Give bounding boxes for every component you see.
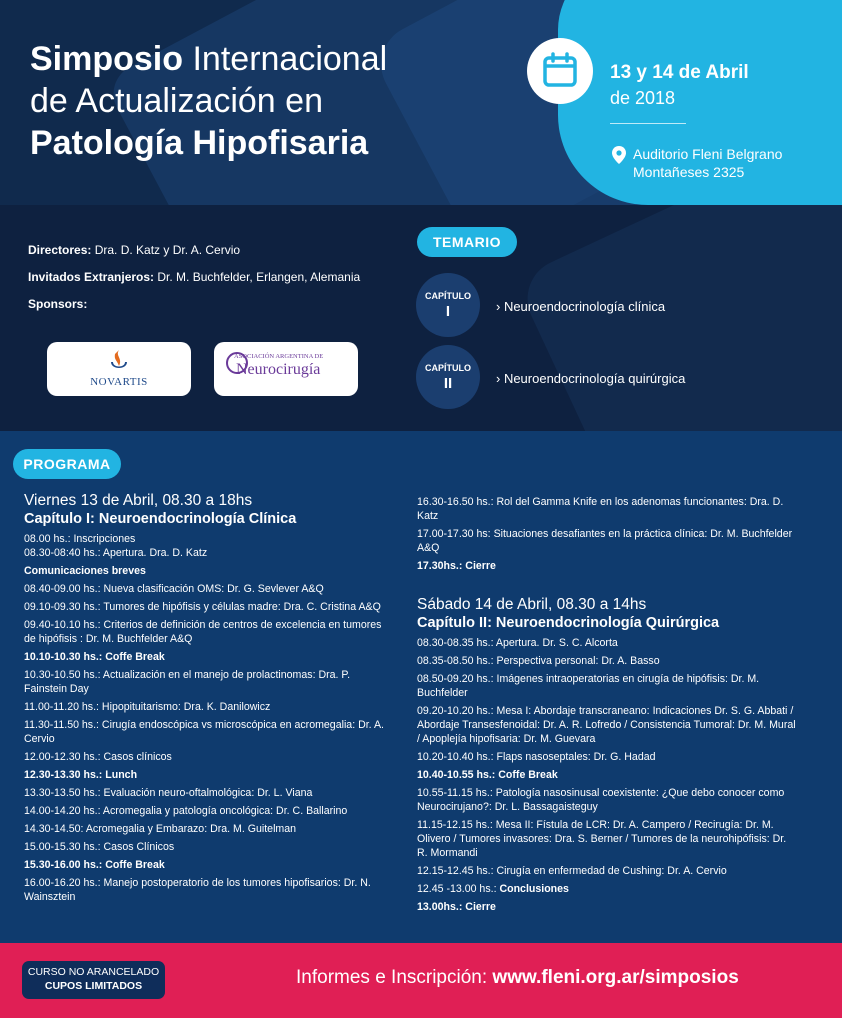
invitados-value: Dr. M. Buchfelder, Erlangen, Alemania — [154, 270, 361, 284]
schedule-item: 10.10-10.30 hs.: Coffe Break — [24, 651, 165, 663]
schedule-item: 09.10-09.30 hs.: Tumores de hipófisis y células madre: Dra. C. Cristina A&Q — [24, 601, 381, 613]
schedule-item: 17.30hs.: Cierre — [417, 560, 496, 572]
schedule-item: 14.30-14.50: Acromegalia y Embarazo: Dra. M. Guitelman — [24, 823, 297, 835]
schedule-item: 11.15-12.15 hs.: Mesa II: Fístula de LCR: Dr. A. Campero / Recirugía: Dr. M. Olivero / Tumores invasores: Dra. S. Berner / Tumores de la neurohipófisis: Dr. R. Mormandi — [417, 819, 787, 859]
program-column-right — [417, 495, 797, 918]
friday-chapter: Capítulo I: Neuroendocrinología Clínica — [24, 511, 297, 527]
schedule-item: 15.00-15.30 hs.: Casos Clínicos — [24, 841, 175, 853]
aan-wordmark-big: Neurocirugía — [236, 361, 321, 378]
schedule-item: 08.50-09.20 hs.: Imágenes intraoperatorias en cirugía de hipófisis: Dr. M. Buchfelder — [417, 673, 760, 699]
schedule-item: 13.00hs.: Cierre — [417, 901, 496, 913]
schedule-item: 16.30-16.50 hs.: Rol del Gamma Knife en los adenomas funcionantes: Dra. D. Katz — [417, 496, 784, 522]
footer-bar — [0, 943, 842, 1018]
chapter-circle-1 — [416, 273, 480, 337]
schedule-item: 15.30-16.00 hs.: Coffe Break — [24, 859, 165, 871]
title-light: Internacional — [183, 40, 388, 78]
temario-pill: TEMARIO — [417, 227, 517, 257]
directores-line — [28, 243, 240, 257]
schedule-item: 08.40-09.00 hs.: Nueva clasificación OMS: Dr. G. Sevlever A&Q — [24, 583, 324, 595]
header-banner — [0, 0, 842, 205]
schedule-item: 11.30-11.50 hs.: Cirugía endoscópica vs microscópica en acromegalia: Dr. A. Cervio — [24, 719, 384, 745]
invitados-label: Invitados Extranjeros: — [28, 270, 155, 284]
program-section — [0, 431, 842, 943]
schedule-item: 08.30-08:40 hs.: Apertura. Dra. D. Katz — [24, 547, 208, 559]
schedule-item: 12.30-13.30 hs.: Lunch — [24, 769, 138, 781]
aan-wordmark-small: ASOCIACIÓN ARGENTINA DE — [234, 353, 324, 360]
directores-value: Dra. D. Katz y Dr. A. Cervio — [91, 243, 241, 257]
saturday-chapter: Capítulo II: Neuroendocrinología Quirúrgica — [417, 615, 720, 631]
chapter-circle-2 — [416, 345, 480, 409]
schedule-item: Comunicaciones breves — [24, 565, 146, 577]
saturday-header: Sábado 14 de Abril, 08.30 a 14hs — [417, 596, 647, 613]
directores-label: Directores: — [28, 243, 92, 257]
chapter-number: II — [443, 375, 453, 392]
title-line2: de Actualización en — [30, 82, 323, 120]
title-bold: Simposio — [30, 40, 184, 78]
chapter-number: I — [445, 303, 451, 320]
sponsors-line — [28, 297, 87, 311]
schedule-item: 10.55-11.15 hs.: Patología nasosinusal coexistente: ¿Que debo conocer como Neurocirujano?: Dr. L. Bassagaisteguy — [417, 787, 785, 813]
venue-address: Montañeses 2325 — [633, 164, 745, 180]
decor-swoosh — [514, 205, 842, 431]
invitados-line — [28, 270, 360, 284]
chapter-label-2: › Neuroendocrinología quirúrgica — [496, 371, 686, 386]
divider — [610, 123, 686, 124]
novartis-wordmark: NOVARTIS — [90, 376, 148, 388]
informes-line — [296, 967, 739, 989]
title-line3: Patología Hipofisaria — [30, 124, 369, 162]
info-section — [0, 205, 842, 431]
venue-name: Auditorio Fleni Belgrano — [633, 146, 783, 162]
program-column-left — [24, 491, 384, 908]
novartis-flame-icon — [109, 348, 129, 374]
schedule-item: 17.00-17.30 hs: Situaciones desafiantes en la práctica clínica: Dr. M. Buchfelder A&Q — [417, 528, 793, 554]
friday-schedule-continued — [417, 495, 797, 573]
schedule-item: 10.40-10.55 hs.: Coffe Break — [417, 769, 558, 781]
schedule-item: 12.45 -13.00 hs.: Conclusiones — [417, 883, 569, 895]
event-date: 13 y 14 de Abril — [610, 62, 749, 83]
schedule-item: 08.35-08.50 hs.: Perspectiva personal: Dr. A. Basso — [417, 655, 660, 667]
schedule-item: 13.30-13.50 hs.: Evaluación neuro-oftalmológica: Dr. L. Viana — [24, 787, 313, 799]
programa-pill: PROGRAMA — [13, 449, 121, 479]
page-title — [30, 38, 387, 164]
informes-label: Informes e Inscripción: — [296, 967, 493, 988]
schedule-item: 11.00-11.20 hs.: Hipopituitarismo: Dra. K. Danilowicz — [24, 701, 271, 713]
schedule-item: 09.40-10.10 hs.: Criterios de definición de centros de excelencia en tumores de hipófisis : Dr. M. Buchfelder A&Q — [24, 619, 382, 645]
schedule-item: 12.00-12.30 hs.: Casos clínicos — [24, 751, 172, 763]
badge-line2: CUPOS LIMITADOS — [44, 980, 143, 992]
badge-line1: CURSO NO ARANCELADO — [27, 966, 160, 978]
sponsor-logo-aan — [214, 342, 358, 396]
friday-header: Viernes 13 de Abril, 08.30 a 18hs — [24, 492, 253, 509]
schedule-item: 12.15-12.45 hs.: Cirugía en enfermedad de Cushing: Dr. A. Cervio — [417, 865, 727, 877]
schedule-item: 16.00-16.20 hs.: Manejo postoperatorio de los tumores hipofisarios: Dr. N. Wainsztein — [24, 877, 371, 903]
schedule-item: 14.00-14.20 hs.: Acromegalia y patología oncológica: Dr. C. Ballarino — [24, 805, 348, 817]
schedule-item: 10.20-10.40 hs.: Flaps nasoseptales: Dr. G. Hadad — [417, 751, 656, 763]
sponsors-label: Sponsors: — [28, 297, 88, 311]
location-pin-icon — [612, 146, 626, 164]
schedule-item: 10.30-10.50 hs.: Actualización en el manejo de prolactinomas: Dra. P. Fainstein Day — [24, 669, 351, 695]
schedule-item: 09.20-10.20 hs.: Mesa I: Abordaje transcraneano: Indicaciones Dr. S. G. Abbati / Abordaje Transesfenoidal: Dr. A. R. Lofredo / Consistencia Tumoral: Dr. M. Mural / Apoplejía hipofisaria: Dr. M. Guevara — [417, 705, 796, 745]
schedule-item: 08.00 hs.: Inscripciones — [24, 533, 136, 545]
free-course-badge — [22, 961, 165, 999]
sponsor-logo-novartis — [47, 342, 191, 396]
friday-schedule — [24, 532, 384, 904]
chapter-title: CAPÍTULO — [425, 363, 471, 373]
event-year: de 2018 — [610, 88, 676, 108]
calendar-icon — [542, 52, 578, 88]
calendar-badge — [527, 38, 593, 104]
chapter-label-1: › Neuroendocrinología clínica — [496, 299, 666, 314]
schedule-item: 08.30-08.35 hs.: Apertura. Dr. S. C. Alcorta — [417, 637, 618, 649]
saturday-schedule — [417, 636, 797, 914]
chapter-title: CAPÍTULO — [425, 291, 471, 301]
registration-link[interactable]: www.fleni.org.ar/simposios — [492, 967, 739, 988]
